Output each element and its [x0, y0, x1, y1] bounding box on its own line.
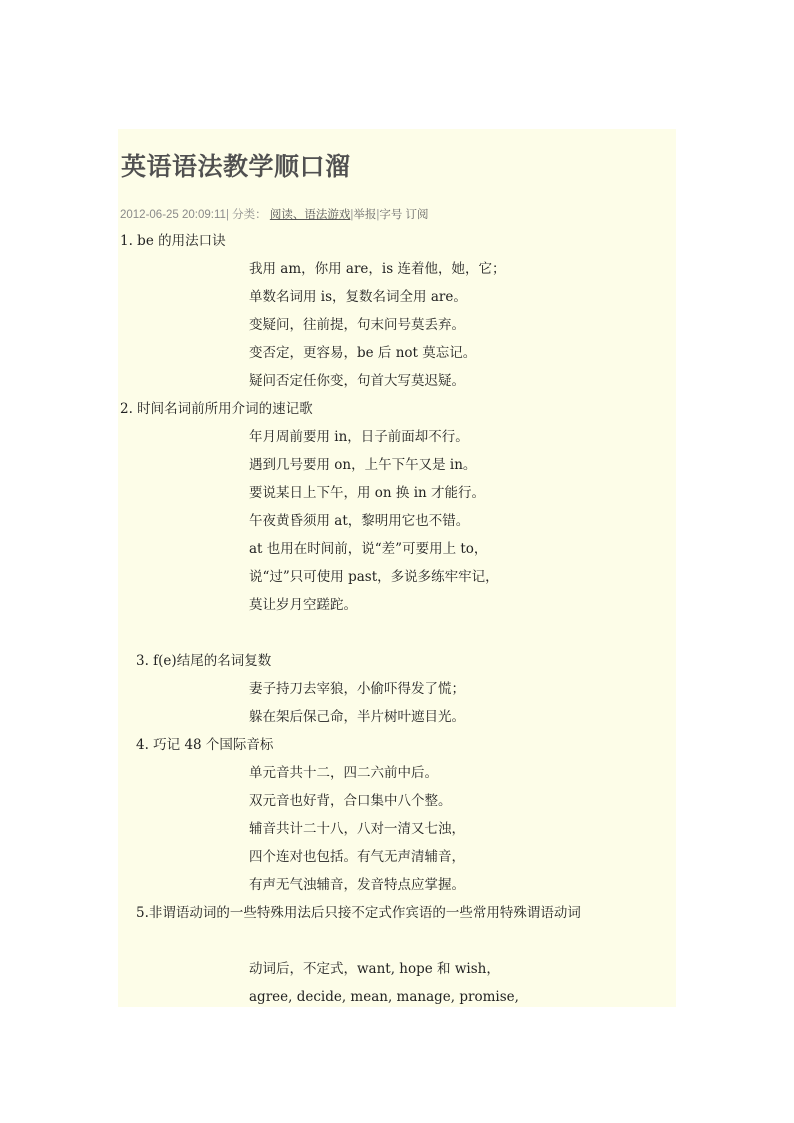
verse-line: 疑问否定任你变，句首大写莫迟疑。: [249, 373, 465, 389]
section-heading: 1. be 的用法口诀: [120, 233, 226, 249]
meta-separator: |: [350, 209, 354, 221]
category-label: 分类：: [232, 209, 267, 221]
verse-line: 妻子持刀去宰狼，小偷吓得发了慌；: [249, 681, 465, 697]
section-heading: 3. f(e)结尾的名词复数: [136, 653, 272, 669]
verse-line: 辅音共计二十八，八对一清又七浊，: [249, 821, 465, 837]
verse-line: 躲在架后保己命，半片树叶遮目光。: [249, 709, 465, 725]
category-link[interactable]: 阅读、语法游戏: [269, 209, 351, 221]
verse-line: 莫让岁月空蹉跎。: [249, 597, 357, 613]
verse-line: 双元音也好背，合口集中八个整。: [249, 793, 452, 809]
verse-line: 我用 am，你用 are，is 连着他，她，它；: [249, 261, 506, 277]
article-panel: [118, 129, 676, 1007]
verse-line: 说“过”只可使用 past，多说多练牢牢记，: [249, 569, 499, 585]
article-meta: [120, 206, 429, 222]
section-heading: 4. 巧记 48 个国际音标: [136, 737, 274, 753]
post-datetime: 2012-06-25 20:09:11: [120, 209, 226, 221]
verse-line: 四个连对也包括。有气无声清辅音，: [249, 849, 465, 865]
meta-separator: |: [225, 209, 229, 221]
article-title: 英语语法教学顺口溜: [121, 152, 351, 181]
verse-line: at 也用在时间前，说“差”可要用上 to，: [249, 541, 488, 557]
subscribe-link[interactable]: 订阅: [405, 209, 429, 221]
verse-line: 有声无气浊辅音，发音特点应掌握。: [249, 877, 465, 893]
verse-line: 要说某日上下午，用 on 换 in 才能行。: [249, 485, 485, 501]
font-size-link[interactable]: 字号: [379, 209, 403, 221]
section-heading: 2. 时间名词前所用介词的速记歌: [120, 401, 313, 417]
report-link[interactable]: 举报: [353, 209, 377, 221]
verse-line: 单数名词用 is，复数名词全用 are。: [249, 289, 467, 305]
verse-line: 变疑问，往前提，句末问号莫丢弃。: [249, 317, 465, 333]
verse-line: agree, decide, mean, manage, promise,: [249, 989, 519, 1005]
verse-line: 变否定，更容易，be 后 not 莫忘记。: [249, 345, 477, 361]
section-heading: 5.非谓语动词的一些特殊用法后只接不定式作宾语的一些常用特殊谓语动词: [136, 905, 581, 921]
verse-line: 遇到几号要用 on，上午下午又是 in。: [249, 457, 477, 473]
verse-line: 午夜黄昏须用 at，黎明用它也不错。: [249, 513, 470, 529]
verse-line: 年月周前要用 in，日子前面却不行。: [249, 429, 469, 445]
meta-separator: |: [376, 209, 380, 221]
verse-line: 单元音共十二，四二六前中后。: [249, 765, 438, 781]
verse-line: 动词后，不定式，want, hope 和 wish，: [249, 961, 500, 977]
